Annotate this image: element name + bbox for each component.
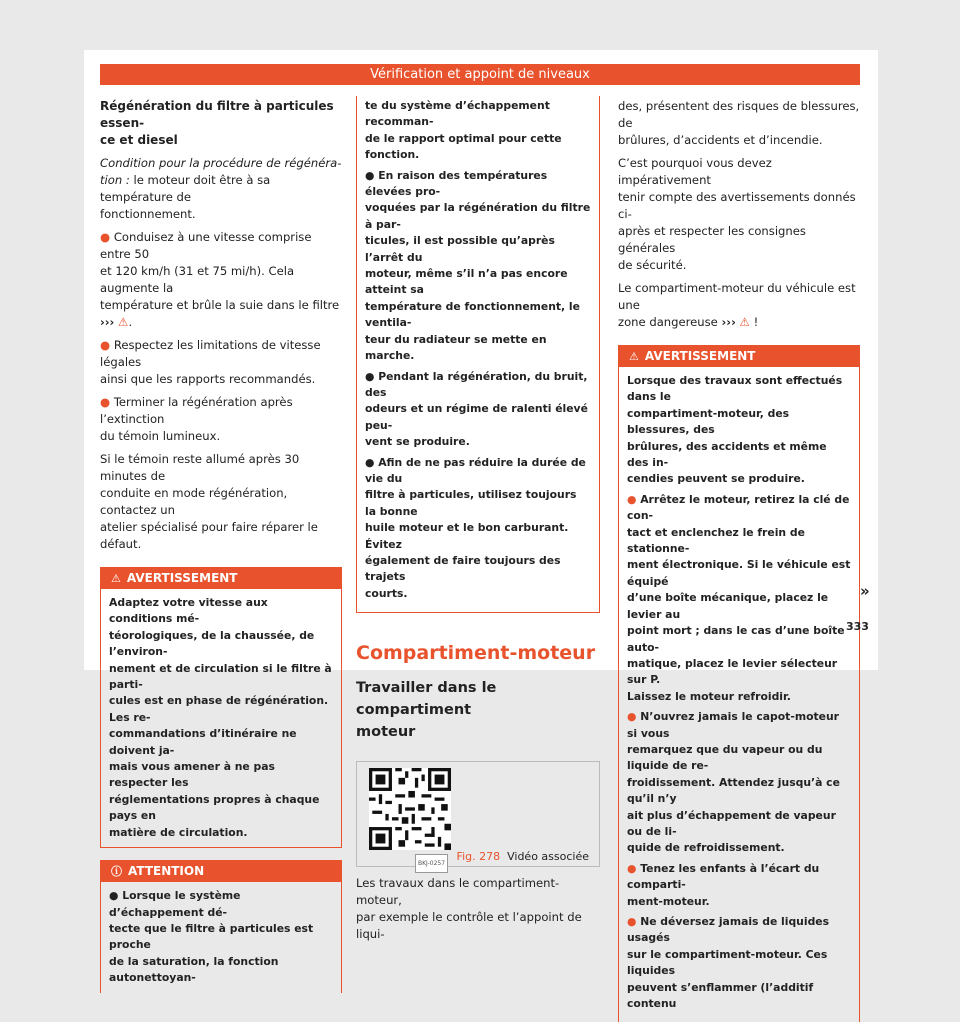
warn-line: quide de refroidissement. (627, 841, 785, 855)
box-line: vent se produire. (365, 435, 470, 449)
warn-line: Lorsque des travaux sont effectués dans le (627, 374, 843, 404)
column-3 (618, 98, 860, 1022)
box-line: de le rapport optimal pour cette fonction. (365, 131, 562, 162)
condition-italic-1: Condition pour la procédure de régénéra- (100, 156, 342, 170)
section-title: Compartiment-moteur (356, 642, 596, 665)
warn-line: brûlures, des accidents et même des in- (627, 439, 827, 470)
warn-line: froidissement. Attendez jusqu’à ce qu’il n’y (627, 775, 840, 806)
warn-line: peuvent s’enflammer (l’additif contenu (627, 980, 814, 1011)
warn-line: matique, placez le levier sélecteur sur P. (627, 656, 838, 687)
bullet-icon: ● (627, 710, 641, 724)
para-line: brûlures, d’accidents et d’incendie. (618, 133, 823, 147)
box-line: En raison des températures élevées pro- (365, 168, 548, 199)
figure-code: BKJ-0257 (415, 854, 448, 873)
attention-box (100, 860, 342, 992)
warning-line: nement et de circulation si le filtre à parti- (109, 661, 332, 692)
col3-para-1 (618, 98, 860, 149)
attention-line: de la saturation, la fonction autonettoyan- (109, 954, 279, 985)
paragraph-temoin (100, 451, 342, 553)
compartment-intro (356, 875, 600, 943)
warning-triangle-icon: ⚠ (111, 572, 121, 585)
bullet-3-line-1: Terminer la régénération après l’extinction (100, 395, 293, 426)
para-line: des, présentent des risques de blessures, de (618, 99, 860, 130)
figure-caption-text: Vidéo associée (507, 850, 589, 864)
warning-line: matière de circulation. (109, 825, 248, 839)
bullet-icon: ● (100, 338, 111, 352)
bullet-1-line-3: température et brûle la suie dans le filtre (100, 298, 340, 312)
heading-regeneration (100, 98, 342, 149)
bullet-2-line-1: Respectez les limitations de vitesse légales (100, 338, 321, 369)
bullet-1: ● Conduisez à une vitesse comprise entre 50 et 120 km/h (31 et 75 mi/h). Cela augmente la température et brûle la suie dans le filtre ››› ⚠. (100, 230, 340, 329)
spacer (356, 749, 600, 761)
bullet-icon: ● (627, 915, 641, 928)
warning-line: cules est en phase de régénération. Les re- (109, 694, 329, 724)
attention-line: tecte que le filtre à particules est proche (109, 921, 314, 952)
col3-para-2 (618, 155, 860, 274)
warning-triangle-icon: ⚠ (739, 315, 750, 329)
warn-line: ment-moteur. (627, 894, 710, 908)
heading-line-2: ce et diesel (100, 133, 178, 147)
cross-reference-icon[interactable]: ››› (721, 315, 736, 329)
warn-line: sur le compartiment-moteur. Ces liquides (627, 947, 828, 978)
bullet-icon: ● (100, 395, 111, 409)
bullet-3 (100, 394, 342, 445)
cross-reference-icon[interactable]: ››› (100, 315, 115, 329)
figure-label: Fig. 278 (456, 850, 501, 864)
intro-line-1: Les travaux dans le compartiment-moteur, (356, 876, 560, 908)
box-line: Pendant la régénération, du bruit, des (365, 369, 588, 399)
warn-bullet-3 (627, 861, 851, 910)
para-line: de sécurité. (618, 258, 687, 272)
column-1 (100, 98, 342, 993)
warn-line: Arrêtez le moteur, retirez la clé de con- (627, 492, 850, 523)
para-line: tenir compte des avertissements donnés ci- (618, 190, 856, 221)
bullet-icon: ● (109, 889, 123, 903)
warning-triangle-icon: ⚠ (118, 315, 129, 329)
bullet-1-line-2: et 120 km/h (31 et 75 mi/h). Cela augmente la (100, 264, 295, 295)
figure-caption (457, 848, 589, 865)
continue-mark: » (860, 582, 870, 600)
attention-box-continued (356, 96, 600, 613)
warn-bullet-1 (627, 492, 851, 705)
condition-paragraph (100, 155, 342, 223)
col3-para-3: Le compartiment-moteur du véhicule est une zone dangereuse ››› ⚠ ! (618, 281, 856, 329)
warning-title: AVERTISSEMENT (126, 571, 238, 585)
attention-title: ATTENTION (128, 864, 205, 879)
warning-line: Adaptez votre vitesse aux conditions mé- (109, 596, 268, 626)
para-line: Le compartiment-moteur du véhicule est une (618, 281, 856, 312)
warn-line: Ne déversez jamais de liquides usagés (627, 915, 830, 945)
bullet-icon: ● (365, 455, 379, 469)
box-line: voquées par la régénération du filtre à par- (365, 201, 591, 231)
warn-bullet-2 (627, 709, 851, 857)
warning-header (101, 568, 341, 589)
warn-line: N’ouvrez jamais le capot-moteur si vous (627, 710, 839, 740)
figure-box (356, 761, 600, 867)
bullet-2 (100, 337, 342, 388)
para-line-1: Si le témoin reste allumé après 30 minutes de (100, 452, 300, 483)
bullet-1-line-1: Conduisez à une vitesse comprise entre 50 (100, 230, 312, 261)
box-line: filtre à particules, utilisez toujours la bonne (365, 488, 577, 518)
warn-line: tact et enclenchez le frein de stationne- (627, 525, 805, 556)
warning-line: mais vous amener à ne pas respecter les (109, 760, 275, 790)
warning-triangle-icon: ⚠ (629, 350, 639, 363)
bullet-icon: ● (365, 168, 379, 182)
box-bullet-2 (365, 369, 591, 451)
warn-line: Tenez les enfants à l’écart du comparti- (627, 861, 820, 892)
column-2 (356, 98, 600, 949)
bullet-2-line-2: ainsi que les rapports recommandés. (100, 372, 316, 386)
box-line: également de faire toujours des trajets (365, 553, 561, 584)
attention-header (101, 861, 341, 882)
warning-body (101, 589, 341, 847)
attention-body (101, 882, 341, 992)
box-line: teur du radiateur se mette en marche. (365, 332, 547, 363)
box-line: Afin de ne pas réduire la durée de vie du (365, 455, 586, 485)
warn-bullet-4 (627, 914, 851, 1012)
warn-line: point mort ; dans le cas d’une boîte auto- (627, 624, 845, 654)
warn-line: d’une boîte mécanique, placez le levier au (627, 591, 829, 621)
bullet-3-line-2: du témoin lumineux. (100, 429, 221, 443)
para-line: C’est pourquoi vous devez impérativement (618, 156, 772, 187)
condition-line-3: fonctionnement. (100, 207, 196, 221)
warn-line: cendies peuvent se produire. (627, 472, 805, 486)
warning-line: commandations d’itinéraire ne doivent ja- (109, 727, 297, 757)
warning-title: AVERTISSEMENT (644, 349, 756, 363)
subsection-title (356, 677, 600, 743)
bullet-icon: ● (627, 861, 641, 875)
box-bullet-1 (365, 168, 591, 365)
box-para (365, 98, 591, 164)
warn-line: compartiment-moteur, des blessures, des (627, 406, 790, 437)
warning-box-engine (618, 345, 860, 1022)
box-line: ticules, il est possible qu’après l’arrêt du (365, 234, 555, 264)
intro-line-2: par exemple le contrôle et l’appoint de liqui- (356, 910, 582, 942)
para-line: après et respecter les consignes générales (618, 224, 806, 255)
warning-header (619, 346, 859, 367)
heading-line-1: Régénération du filtre à particules essen- (100, 99, 334, 130)
condition-italic-2: tion : (100, 173, 130, 187)
page-number: 333 (846, 620, 869, 633)
warn-line: remarquez que du vapeur ou du liquide de re- (627, 742, 823, 773)
spacer (356, 867, 600, 875)
box-line: température de fonctionnement, le ventila- (365, 299, 580, 330)
para-line-2: conduite en mode régénération, contactez un (100, 486, 288, 517)
para-line: zone dangereuse (618, 315, 718, 329)
subsection-line-2: moteur (356, 724, 416, 741)
warn-line: Laissez le moteur refroidir. (627, 689, 791, 703)
qr-code-image[interactable] (369, 768, 451, 850)
attention-line-1: Lorsque le système d’échappement dé- (109, 889, 241, 919)
condition-rest: le moteur doit être à sa température de (100, 173, 271, 204)
warning-body (619, 367, 859, 1022)
box-line: odeurs et un régime de ralenti élevé peu- (365, 402, 588, 432)
attention-body-continued (357, 96, 599, 612)
warn-line: ait plus d’échappement de vapeur ou de li- (627, 808, 836, 838)
warning-line: téorologiques, de la chaussée, de l’environ- (109, 628, 315, 659)
box-bullet-3 (365, 455, 591, 603)
box-line: moteur, même s’il n’a pas encore atteint sa (365, 267, 568, 297)
subsection-line-1: Travailler dans le compartiment (356, 680, 497, 719)
bullet-icon: ● (365, 369, 379, 383)
warn-line: ment électronique. Si le véhicule est équipé (627, 558, 851, 588)
box-line: courts. (365, 586, 408, 600)
info-circle-icon: ⓘ (111, 865, 122, 879)
spacer (356, 613, 600, 641)
attention-line (109, 888, 333, 921)
para-line-3: atelier spécialisé pour faire réparer le défaut. (100, 520, 318, 551)
bullet-icon: ● (627, 492, 641, 506)
box-line: huile moteur et le bon carburant. Évitez (365, 521, 569, 551)
section-header: Vérification et appoint de niveaux (100, 64, 860, 85)
warn-para (627, 373, 851, 488)
box-line: te du système d’échappement recomman- (365, 99, 550, 129)
bullet-icon: ● (100, 230, 111, 244)
warning-line: réglementations propres à chaque pays en (109, 792, 320, 823)
